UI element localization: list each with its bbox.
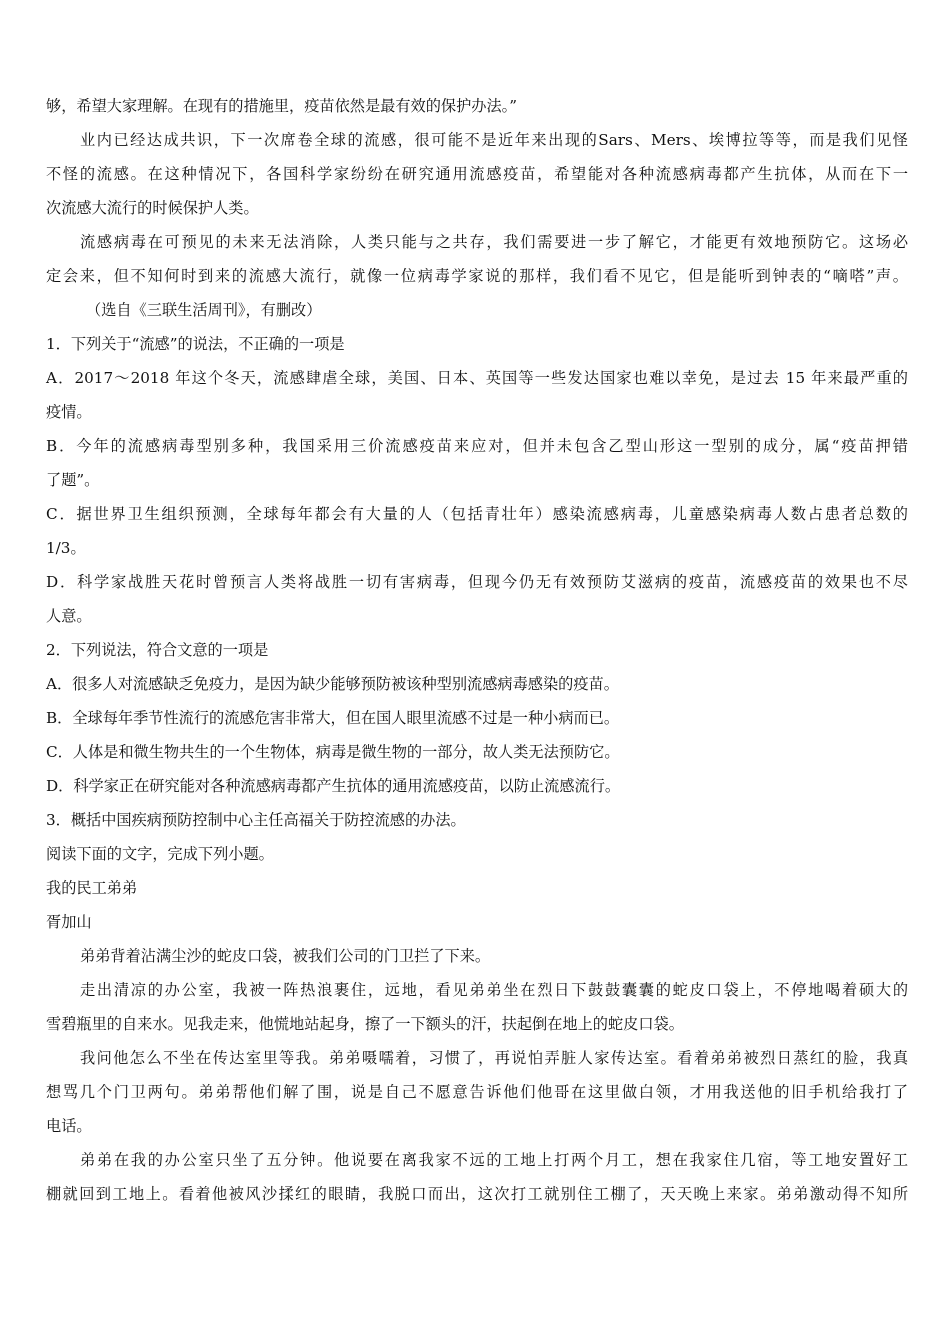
option-a-line: A．2017～2018 年这个冬天，流感肆虐全球，美国、日本、英国等一些发达国家也难以幸免，是过去 15 年来最严重的 [46, 369, 908, 387]
paragraph-line: 棚就回到工地上。看着他被风沙揉红的眼睛，我脱口而出，这次打工就别住工棚了，天天晚上来家。弟弟激动得不知所 [46, 1185, 908, 1203]
paragraph-line: 弟弟在我的办公室只坐了五分钟。他说要在离我家不远的工地上打两个月工，想在我家住几宿，等工地安置好工 [80, 1151, 908, 1169]
article-title: 我的民工弟弟 [46, 879, 138, 897]
option-a: A．很多人对流感缺乏免疫力，是因为缺少能够预防被该种型别流感病毒感染的疫苗。 [46, 675, 619, 693]
article-author: 胥加山 [46, 913, 92, 931]
paragraph-line: 走出清凉的办公室，我被一阵热浪裹住，远地，看见弟弟坐在烈日下鼓鼓囊囊的蛇皮口袋上，不停地喝着硕大的 [80, 981, 908, 999]
question-2: 2．下列说法，符合文意的一项是 [46, 641, 269, 659]
option-c-line: 1/3。 [46, 539, 86, 557]
option-d-line: 人意。 [46, 607, 92, 625]
option-a-line: 疫情。 [46, 403, 92, 421]
text-line: 够，希望大家理解。在现有的措施里，疫苗依然是最有效的保护办法。” [46, 97, 517, 115]
paragraph-line: 我问他怎么不坐在传达室里等我。弟弟嗫嚅着，习惯了，再说怕弄脏人家传达室。看着弟弟被烈日蒸红的脸，我真 [80, 1049, 908, 1067]
question-1: 1．下列关于“流感”的说法，不正确的一项是 [46, 335, 345, 353]
paragraph-line: 弟弟背着沾满尘沙的蛇皮口袋，被我们公司的门卫拦了下来。 [80, 947, 491, 965]
option-b-line: B．今年的流感病毒型别多种，我国采用三价流感疫苗来应对，但并未包含乙型山形这一型别的成分，属“疫苗押错 [46, 437, 908, 455]
paragraph-line: 雪碧瓶里的自来水。见我走来，他慌地站起身，擦了一下额头的汗，扶起倒在地上的蛇皮口袋。 [46, 1015, 684, 1033]
document-page [46, 96, 908, 1218]
paragraph-line: 定会来，但不知何时到来的流感大流行，就像一位病毒学家说的那样，我们看不见它，但是能听到钟表的“嘀嗒”声。 [46, 267, 908, 285]
source-note: （选自《三联生活周刊》，有删改） [86, 301, 322, 319]
option-c: C．人体是和微生物共生的一个生物体，病毒是微生物的一部分，故人类无法预防它。 [46, 743, 620, 761]
option-b: B．全球每年季节性流行的流感危害非常大，但在国人眼里流感不过是一种小病而已。 [46, 709, 620, 727]
question-3: 3．概括中国疾病预防控制中心主任高福关于防控流感的办法。 [46, 811, 466, 829]
option-d-line: D．科学家战胜天花时曾预言人类将战胜一切有害病毒，但现今仍无有效预防艾滋病的疫苗，流感疫苗的效果也不尽 [46, 573, 908, 591]
reading-instruction: 阅读下面的文字，完成下列小题。 [46, 845, 274, 863]
option-b-line: 了题”。 [46, 471, 100, 489]
paragraph-line: 电话。 [46, 1117, 92, 1135]
paragraph-line: 次流感大流行的时候保护人类。 [46, 199, 259, 217]
paragraph-line: 不怪的流感。在这种情况下，各国科学家纷纷在研究通用流感疫苗，希望能对各种流感病毒都产生抗体，从而在下一 [46, 165, 908, 183]
paragraph-line: 业内已经达成共识，下一次席卷全球的流感，很可能不是近年来出现的Sars、Mers、埃博拉等等，而是我们见怪 [80, 131, 908, 149]
paragraph-line: 流感病毒在可预见的未来无法消除，人类只能与之共存，我们需要进一步了解它，才能更有效地预防它。这场必 [80, 233, 908, 251]
option-d: D．科学家正在研究能对各种流感病毒都产生抗体的通用流感疫苗，以防止流感流行。 [46, 777, 621, 795]
paragraph-line: 想骂几个门卫两句。弟弟帮他们解了围，说是自己不愿意告诉他们他哥在这里做白领，才用我送他的旧手机给我打了 [46, 1083, 908, 1101]
option-c-line: C．据世界卫生组织预测，全球每年都会有大量的人（包括青壮年）感染流感病毒，儿童感染病毒人数占患者总数的 [46, 505, 908, 523]
